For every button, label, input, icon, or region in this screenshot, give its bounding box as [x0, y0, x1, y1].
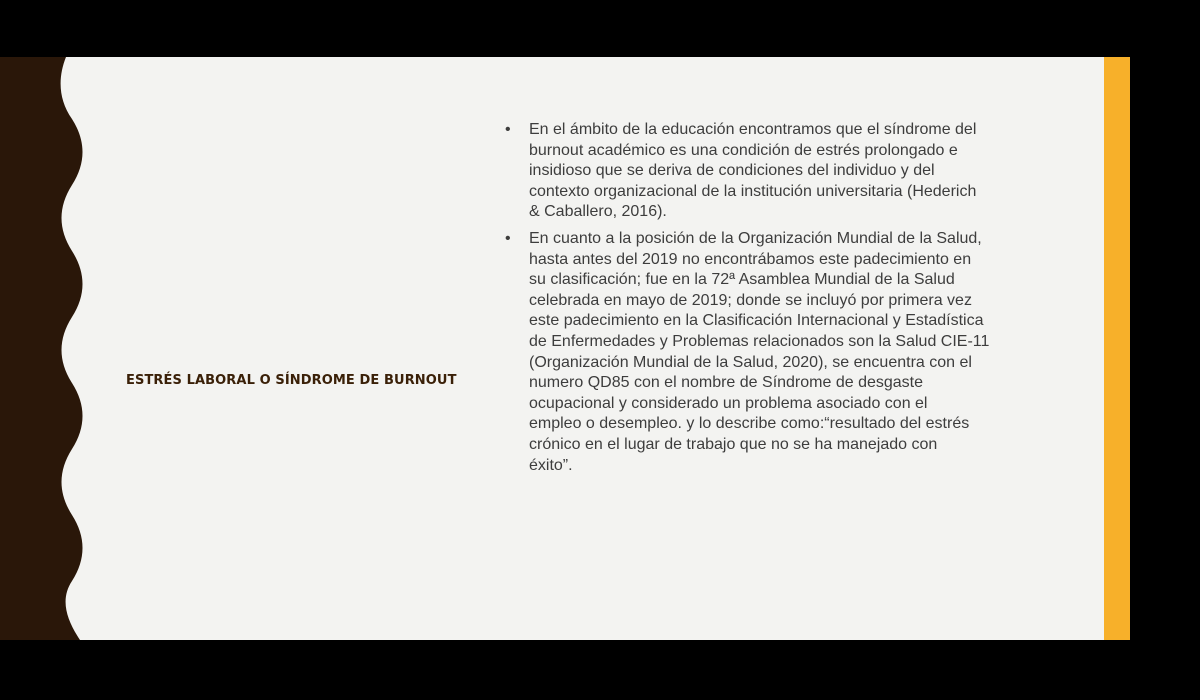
bullet-dot: • — [505, 121, 511, 138]
wavy-edge-decoration — [0, 57, 90, 640]
accent-bar — [1104, 57, 1130, 640]
bullet-list — [505, 120, 1065, 482]
bullet-item-education — [505, 120, 1065, 223]
slide — [0, 57, 1130, 640]
bullet-text: En el ámbito de la educación encontramos que el síndrome del burnout académico es una condición de estrés prolongado e insidioso que se deriva de condiciones del individuo y del contexto organizacional de la institución universitaria (Hederich & Caballero, 2016). — [529, 121, 977, 221]
bullet-dot: • — [505, 229, 511, 247]
bullet-text: En cuanto a la posición de la Organización Mundial de la Salud, hasta antes del 2019 no encontrábamos este padecimiento en su clasificación; fue en la 72ª Asamblea Mundial de la Salud celebrada en mayo de 2019; donde se incluyó por primera vez este padecimiento en la Clasificación Internacional y Estadística de Enfermedades y Problemas relacionados son la Salud CIE-11 (Organización Mundial de la Salud, 2020), se encuentra con el numero QD85 con el nombre de Síndrome de desgaste ocupacional y considerado un problema asociado con el empleo o desempleo. y lo describe como:“resultado del estrés crónico en el lugar de trabajo que no se ha manejado con éxito”. — [529, 229, 990, 474]
bullet-item-oms — [505, 229, 1065, 476]
wave-shape — [0, 57, 83, 640]
slide-title: ESTRÉS LABORAL O SÍNDROME DE BURNOUT — [126, 373, 457, 388]
